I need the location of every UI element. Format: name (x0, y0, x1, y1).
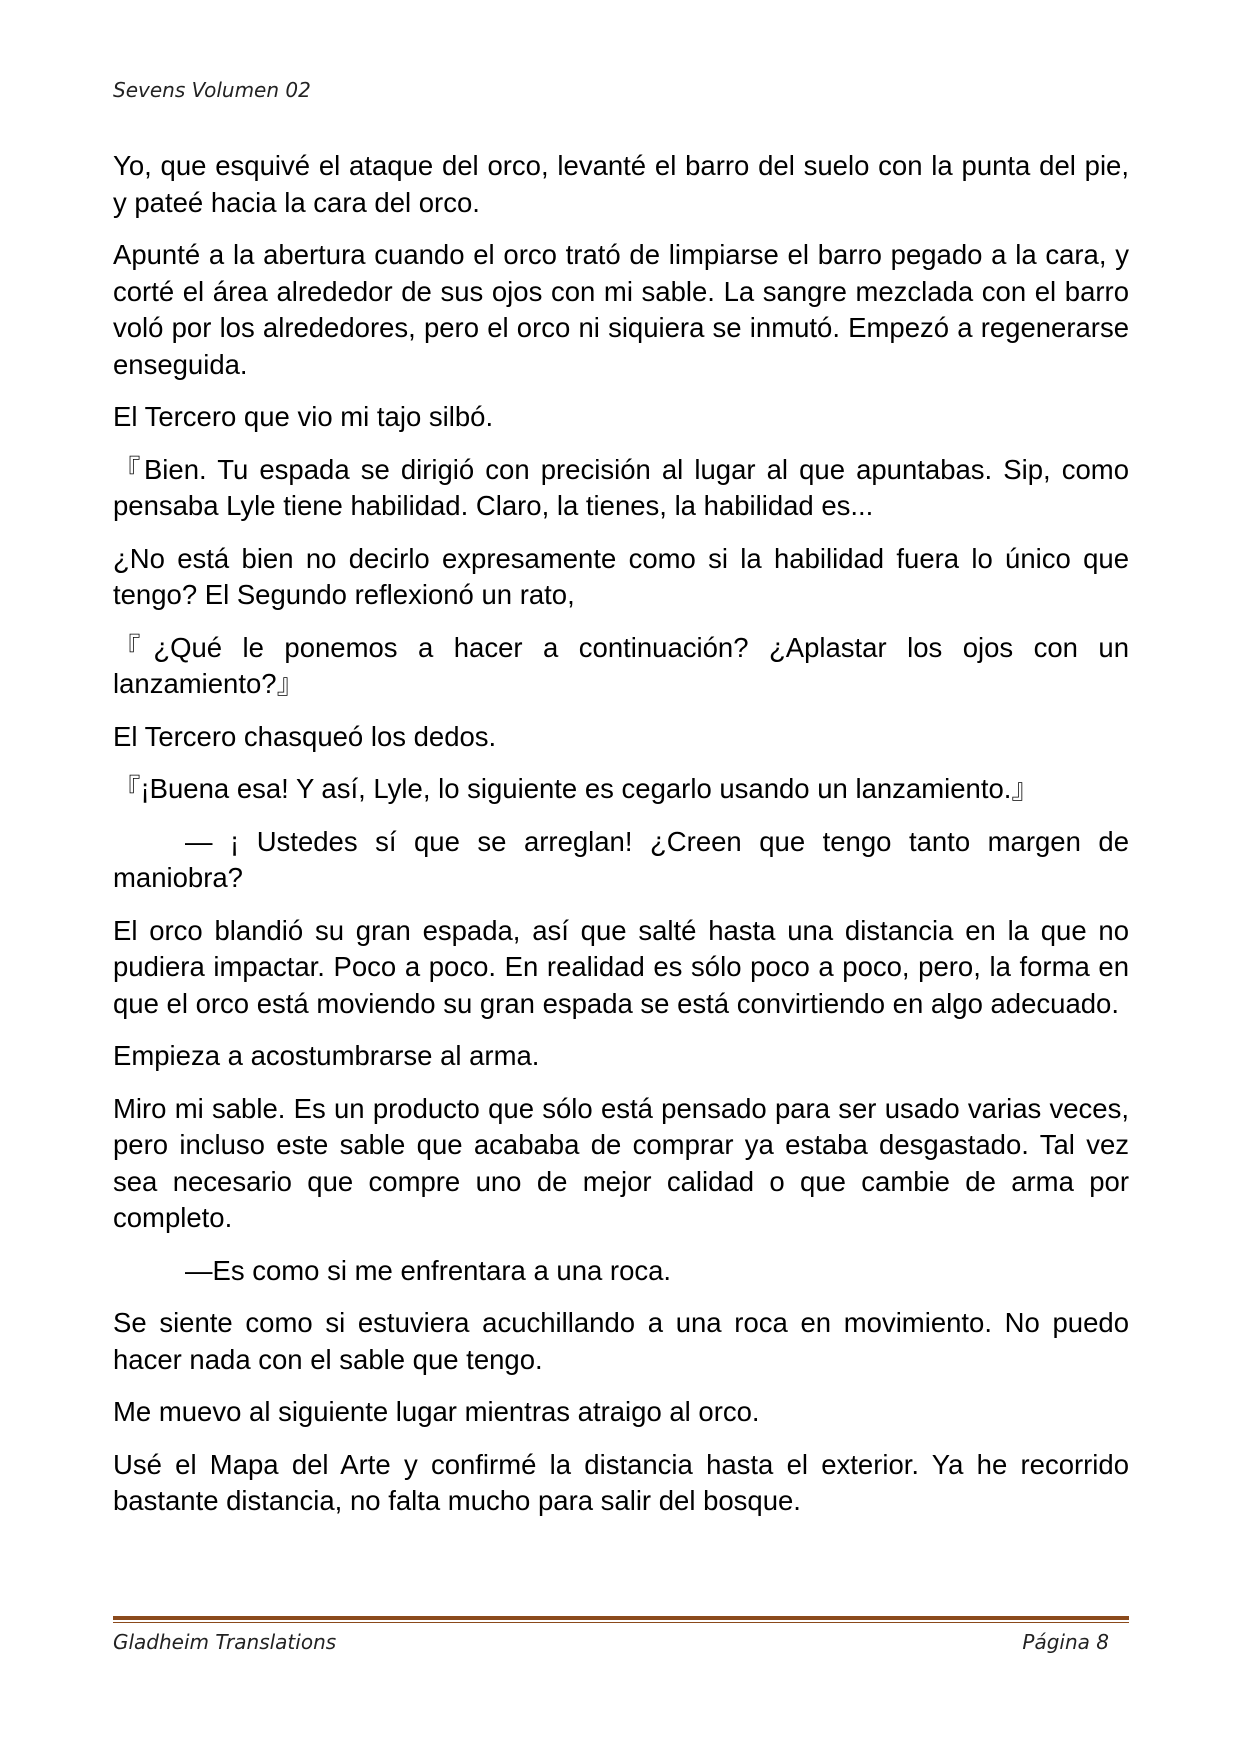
paragraph: Se siente como si estuviera acuchillando a una roca en movimiento. No puedo hacer nada con el sable que tengo. (113, 1307, 1129, 1375)
paragraph: Usé el Mapa del Arte y confirmé la distancia hasta el exterior. Ya he recorrido bastante distancia, no falta mucho para salir del bosque. (113, 1448, 1129, 1516)
running-header: Sevens Volumen 02 (113, 78, 311, 102)
paragraph: El Tercero que vio mi tajo silbó. (113, 401, 494, 432)
footer-divider-thick (113, 1616, 1129, 1620)
dialogue-paragraph: 『¡Buena esa! Y así, Lyle, lo siguiente es cegarlo usando un lanzamiento.』 (113, 773, 1039, 804)
paragraph: El orco blandió su gran espada, así que salté hasta una distancia en la que no pudiera impactar. Poco a poco. En realidad es sólo poco a poco, pero, la forma en que el orco está moviendo su gran espada se está convirtiendo en algo adecuado. (113, 914, 1129, 1019)
paragraph: El Tercero chasqueó los dedos. (113, 720, 497, 752)
paragraph: Miro mi sable. Es un producto que sólo está pensado para ser usado varias veces, pero incluso este sable que acababa de comprar ya estaba desgastado. Tal vez sea necesario que compre uno de mejor calidad o que cambie de arma por completo. (113, 1092, 1129, 1233)
paragraph: Apunté a la abertura cuando el orco trató de limpiarse el barro pegado a la cara, y corté el área alrededor de sus ojos con mi sable. La sangre mezclada con el barro voló por los alrededores, pero el orco ni siquiera se inmutó. Empezó a regenerarse enseguida. (113, 239, 1129, 380)
dialogue-paragraph: — ¡ Ustedes sí que se arreglan! ¿Creen que tengo tanto margen de maniobra? (113, 825, 1129, 893)
paragraph: Yo, que esquivé el ataque del orco, levanté el barro del suelo con la punta del pie, y pateé hacia la cara del orco. (113, 150, 1129, 218)
dialogue-paragraph: —Es como si me enfrentara a una roca. (185, 1254, 672, 1286)
footer-credit: Gladheim Translations (113, 1630, 337, 1654)
paragraph: Empieza a acostumbrarse al arma. (113, 1040, 540, 1071)
page-number: Página 8 (1022, 1630, 1109, 1654)
paragraph: Me muevo al siguiente lugar mientras atraigo al orco. (113, 1396, 760, 1427)
footer-divider (113, 1616, 1129, 1623)
dialogue-paragraph: 『¿Qué le ponemos a hacer a continuación? ¿Aplastar los ojos con un lanzamiento?』 (113, 631, 1129, 699)
page-body (113, 148, 1129, 1536)
paragraph: ¿No está bien no decirlo expresamente como si la habilidad fuera lo único que tengo? El Segundo reflexionó un rato, (113, 542, 1129, 610)
dialogue-paragraph: 『Bien. Tu espada se dirigió con precisión al lugar al que apuntabas. Sip, como pensaba Lyle tiene habilidad. Claro, la tienes, la habilidad es... (113, 453, 1129, 521)
footer-divider-thin (113, 1622, 1129, 1623)
